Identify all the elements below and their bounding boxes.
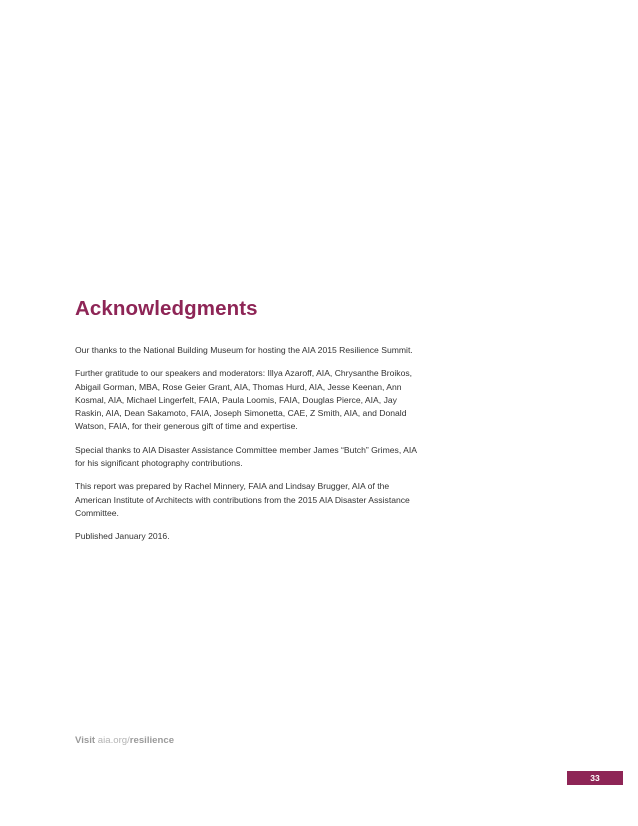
paragraph-museum-thanks: Our thanks to the National Building Museum for hosting the AIA 2015 Resilience Summit. [75,345,413,355]
footer-visit-label: Visit [75,735,96,746]
footer-visit-link[interactable] [75,735,174,746]
paragraph-speakers-gratitude: Further gratitude to our speakers and moderators: Illya Azaroff, AIA, Chrysanthe Broikos, Abigail Gorman, MBA, Rose Geier Grant, AIA, Thomas Hurd, AIA, Jesse Keenan, Ann Kosmal, AIA, Michael Lingerfelt, FAIA, Paula Loomis, FAIA, Douglas Pierce, AIA, Jay Raskin, AIA, Dean Sakamoto, FAIA, Joseph Simonetta, CAE, Z Smith, AIA, and Donald Watson, FAIA, for their generous gift of time and expertise. [75,368,413,432]
page-title: Acknowledgments [75,297,258,320]
paragraph-report-preparation: This report was prepared by Rachel Minnery, FAIA and Lindsay Brugger, AIA of the American Institute of Architects with contributions from the 2015 AIA Disaster Assistance Committee. [75,481,410,518]
paragraph-publication-date: Published January 2016. [75,531,170,542]
page-number-badge: 33 [567,771,623,785]
paragraph-photography-thanks: Special thanks to AIA Disaster Assistance Committee member James “Butch” Grimes, AIA for his significant photography contributions. [75,444,417,469]
footer-domain: aia.org/ [97,735,130,746]
footer-path: resilience [129,735,175,746]
acknowledgments-body [75,344,420,554]
